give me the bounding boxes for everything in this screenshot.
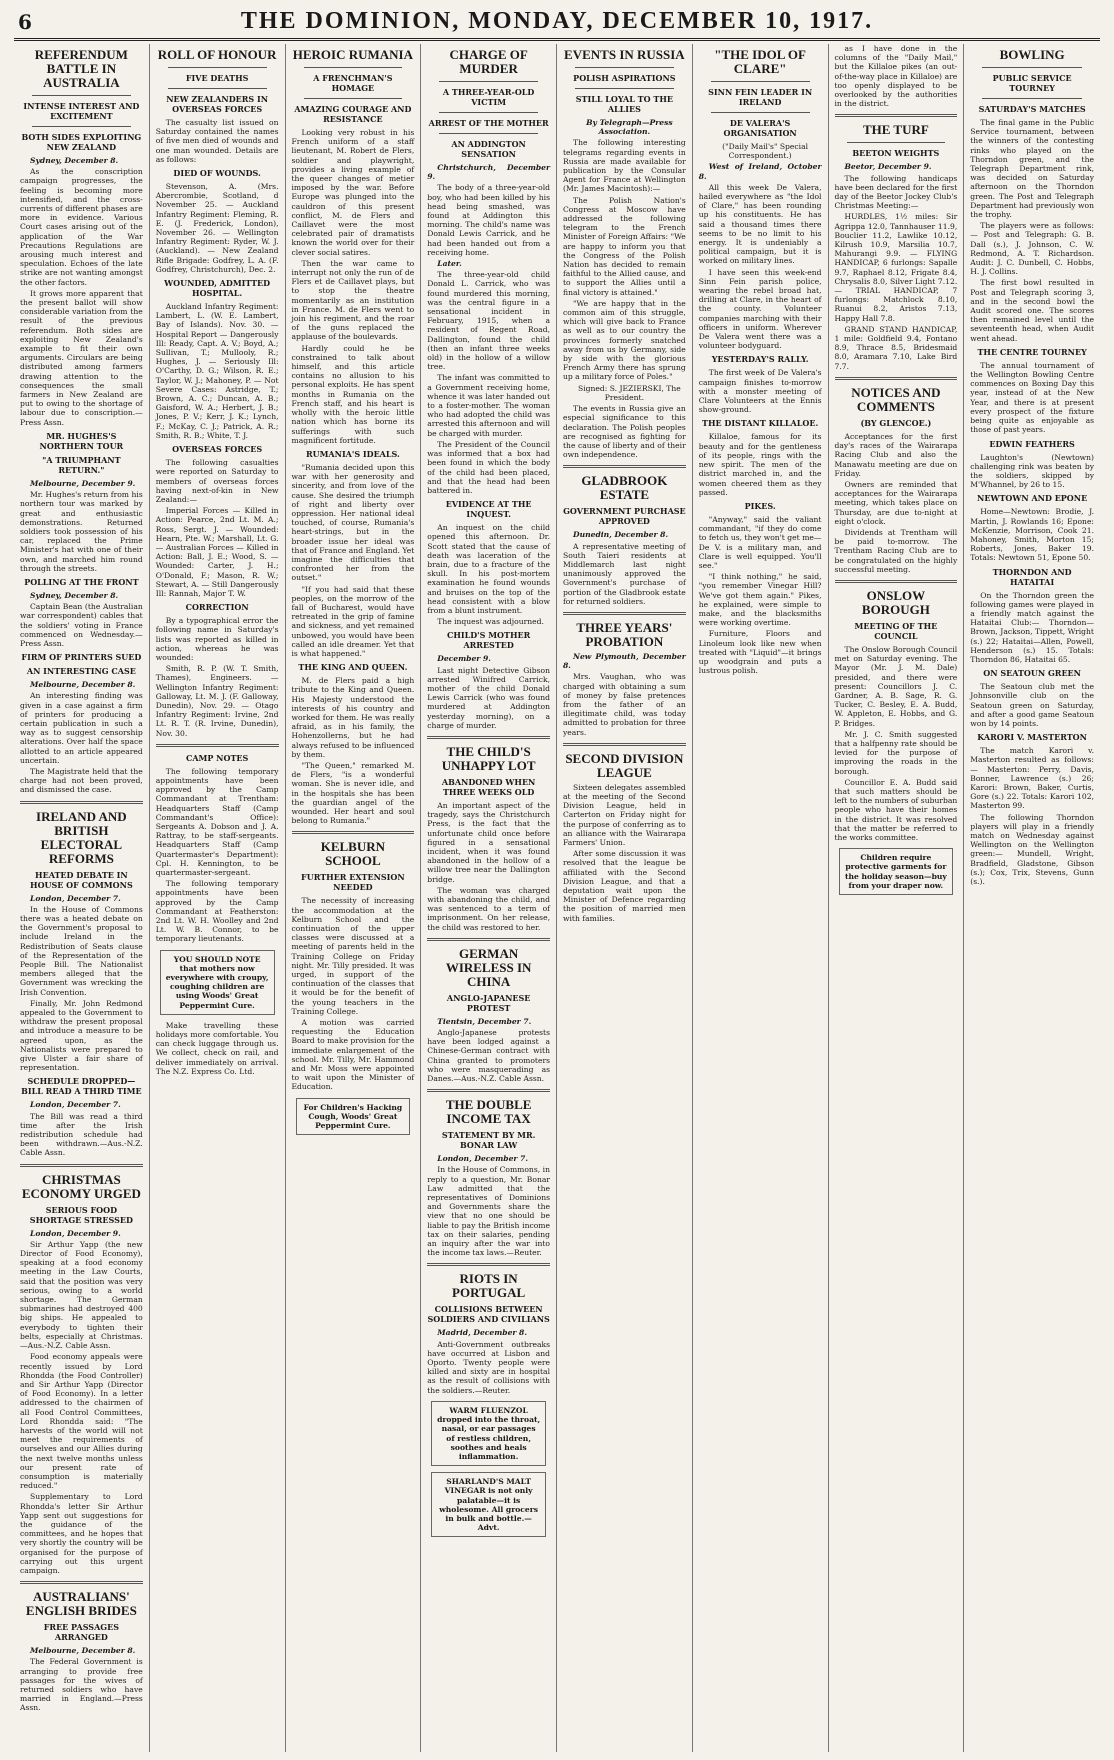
subhead: MR. HUGHES'S NORTHERN TOUR: [39, 430, 124, 451]
divider: [427, 938, 550, 941]
rule: [168, 67, 267, 68]
subhead: SERIOUS FOOD SHORTAGE STRESSED: [29, 1204, 133, 1225]
paragraph: Captain Bean (the Australian war correspondent) cables that the soldiers' voting in France commenced on Wednesday.—Press Assn.: [20, 602, 143, 648]
subhead: MEETING OF THE COUNCIL: [854, 620, 938, 641]
rule: [711, 81, 810, 82]
paragraph: Home—Newtown: Brodie, J. Martin, J. Rowlands 16; Epone: McKenzie, Morrison, Cook 21. Mahoney, Smith, Morton 15; Roberts, Jones, Baker 19. Totals: Newtown 51, Epone 50.: [970, 507, 1094, 563]
paragraph: All this week De Valera, hailed everywhere as "the Idol of Clare," has been rounding up his constituents. He has said a thousand times there seems to be no limit to his energy. It is undeniably a political campaign, but it is worked on military lines.: [698, 182, 822, 266]
rule: [575, 67, 674, 68]
headline-heroic-rumania: HEROIC RUMANIA: [292, 47, 413, 62]
headline-referendum: REFERENDUM BATTLE IN AUSTRALIA: [34, 47, 128, 90]
column-8: [964, 44, 1100, 1752]
dateline: Beetor, December 9.: [844, 162, 932, 172]
paragraph: Mr. Hughes's return from his northern tour was marked by great and enthusiastic demonstrations. Returned soldiers took possession of his car, replaced the Prime Minister's hat with one of their own, and marched him round through the streets.: [20, 490, 143, 573]
divider: [563, 743, 686, 746]
subhead: INTENSE INTEREST AND EXCITEMENT: [23, 101, 140, 121]
paragraph: "Rumania decided upon this war with her generosity and sincerity, and from love of the cause. She desired the triumph of right and liberty over oppression. Her national ideal touched, of course, Rumania's heart-strings, but in the broader issue her ideal was that of France and England. Yet imagine the difficulties that confronted her from the outset.": [291, 462, 415, 583]
subhead: CAMP NOTES: [185, 752, 249, 763]
subhead: BEETON WEIGHTS: [852, 148, 940, 159]
paragraph: Dividends at Trentham will be paid to-morrow. The Trentham Racing Club are to be congratulated on the highly successful meeting.: [834, 527, 958, 574]
dateline: Melbourne, December 8.: [30, 680, 136, 690]
headline-probation: THREE YEARS' PROBATION: [576, 619, 673, 649]
column-7: [829, 44, 965, 1752]
subhead: EVIDENCE AT THE INQUEST.: [445, 499, 532, 520]
subhead: NEWTOWN AND EPONE: [977, 493, 1088, 504]
dateline: Sydney, December 8.: [30, 156, 119, 165]
paragraph: The annual tournament of the Wellington Bowling Centre commences on Boxing Day this year, instead of at the New Year, and there is at present every prospect of the fixture being quite as enjoyable as those of past years.: [970, 360, 1094, 435]
column-1: [14, 44, 150, 1752]
dateline: London, December 7.: [437, 1154, 528, 1164]
handicap-list: GRAND STAND HANDICAP, 1 mile: Goldfield 9.4, Fontano 8.9, Thrace 8.5, Bridesmaid 8.0, Aramara 7.10, Lake Bird 7.7.: [834, 324, 958, 371]
subhead: SCHEDULE DROPPED—BILL READ A THIRD TIME: [21, 1076, 142, 1097]
paragraph: Supplementary to Lord Rhondda's letter Sir Arthur Yapp sent out suggestions for the guidance of the committees, and he hopes that very shortly the country will be organised for the purpose of carrying out this urgent campaign.: [20, 1492, 143, 1575]
paragraph: The Bill was read a third time after the Irish redistribution schedule had been withdrawn.—Aus.-N.Z. Cable Assn.: [20, 1111, 143, 1158]
paragraph: The casualty list issued on Saturday contained the names of five men died of wounds and one man wounded. Details are as follows:: [155, 118, 279, 164]
paragraph: As the conscription campaign progresses, the feeling is becoming more intensified, and the cross-currents of different phases are more in evidence. Various Court cases arising out of the application of the War Precautions Regulations are arousing much interest and speculation. Echoes of the late strike are not wanting amongst the other factors.: [20, 167, 143, 287]
paragraph: Mrs. Vaughan, who was charged with obtaining a sum of money by false pretences from the father of an illegitimate child, was today admitted to probation for three years.: [563, 672, 686, 737]
subhead: SATURDAY'S MATCHES: [978, 104, 1086, 114]
paragraph: "If you had said that these peoples, on the morrow of the fall of Bucharest, would have retreated in the grip of famine and sickness, and yet remained unbowed, you would have been called an idle dreamer. Yet that is what happened.": [291, 584, 415, 658]
paragraph: Finally, Mr. John Redmond appealed to the Government to withdraw the present proposal and introduce a measure to be agreed upon, as the Nationalists were prepared to give Ulster a fair share of representation.: [20, 998, 143, 1073]
headline-idol-of-clare: "THE IDOL OF CLARE": [714, 47, 806, 76]
dateline: Madrid, December 8.: [437, 1328, 527, 1338]
dateline: London, December 7.: [30, 1100, 121, 1110]
dateline: London, December 9.: [30, 1228, 121, 1238]
paragraph: Then the war came to interrupt not only the run of de Flers et de Caillavet plays, but to stop the theatre momentarily as an institution in France. M. de Flers went to join his regiment, and the roar of the guns replaced the applause of the boulevards.: [291, 258, 415, 342]
subhead: AMAZING COURAGE AND RESISTANCE: [294, 104, 412, 124]
paragraph: The Onslow Borough Council met on Saturday evening. The Mayor (Mr. J. M. Dale) presided, and there were present: Councillors J. C. Gardner, A. B. Sage, R. G. Tucker, C. Besley, E. A. Budd, W. Appleton, E. Hobbs, and G. P. Bridges.: [834, 644, 958, 728]
paragraph: A representative meeting of South Taieri residents at Middlemarch last night unanimously approved the Government's purchase of portion of the Gladbrook estate for returned soldiers.: [563, 541, 686, 606]
subhead: THE CENTRE TOURNEY: [977, 346, 1087, 357]
columns: [14, 44, 1100, 1752]
divider: [156, 744, 279, 747]
headline-kelburn-school: KELBURN SCHOOL: [320, 839, 386, 869]
casualty-list: Auckland Infantry Regiment: Lambert, L. (W. E. Lambert, Bay of Islands). Nov. 30. — Hospital Report — Dangerously Ill: Ready, Capt. A. V.; Boyd, A.; Sullivan, T.; Mullooly, R.; Hughes, J. — Seriously Ill: O'Carthy, D. G.; Wilson, R. E.; Taylor, W. J.; Mahoney, P. — Not Severe Cases: Astridge, T.; Brown, A. C.; Duncan, A. B.; Gaisford, W. A.; Herbert, J. B.; Jones, P. V.; Kerr, J. K.; Lynch, F.; McKay, C. J.; Patrick, A. R.; Smith, R. B.; White, T. J.: [155, 302, 279, 440]
paragraph: The Seatoun club met the Johnsonville club on the Seatoun green on Saturday, and after a good game Seatoun won by 14 points.: [970, 682, 1094, 728]
paragraph: The Polish Nation's Congress at Moscow have addressed the following telegram to the French Minister of Foreign Affairs: "We are happy to inform you that the Congress of the Polish Nation has decided to remain faithful to the Allied cause, and to support the Allies until a final victory is attained.": [563, 195, 686, 297]
paragraph: An important aspect of the tragedy, says the Christchurch Press, is the fact that the unfortunate child once before figured in a sensational incident, when it was found abandoned in the hollow of a willow tree near the Dallington bridge.: [427, 800, 550, 884]
divider: [427, 736, 550, 739]
divider: [835, 377, 958, 380]
subhead: A THREE-YEAR-OLD VICTIM: [442, 87, 535, 107]
dateline: London, December 7.: [30, 893, 121, 903]
subhead: ANGLO-JAPANESE PROTEST: [446, 992, 531, 1013]
casualty-list: Stevenson, A. (Mrs. Abercrombie, Scotland, d November 25. — Auckland Infantry Regiment: Fleming, R. E. (J. Frederick, London), November 26. — Wellington Infantry Regiment: Ryder, W. J. (Auckland). — New Zealand Rifle Brigade: Godfrey, L. A. (F. Godfrey, Christchurch), Dec. 2.: [155, 182, 279, 274]
dateline: December 9.: [437, 654, 491, 664]
divider: [20, 1164, 143, 1167]
paragraph: "The Queen," remarked M. de Flers, "is a wonderful woman. She is never idle, and in the hospitals she has been the guardian angel of the wounded. Her heart and soul belong to Rumania.": [291, 761, 415, 826]
subhead: CHILD'S MOTHER ARRESTED: [446, 630, 531, 651]
subhead: COLLISIONS BETWEEN SOLDIERS AND CIVILIANS: [427, 1304, 550, 1325]
paragraph: as I have done in the columns of the "Daily Mail," but the Killaloe pikes (an out-of-the-way place in Killaloe) are too openly displayed to be overlooked by the authorities in the district.: [834, 44, 958, 109]
headline-german-wireless: GERMAN WIRELESS IN CHINA: [445, 945, 532, 989]
dateline: Tientsin, December 7.: [437, 1016, 532, 1026]
headline-notices: NOTICES AND COMMENTS: [851, 384, 941, 414]
subhead: FREE PASSAGES ARRANGED: [43, 1622, 119, 1643]
headline-onslow-borough: ONSLOW BOROUGH: [861, 587, 930, 617]
rule: [982, 98, 1082, 99]
subhead: RUMANIA'S IDEALS.: [305, 448, 400, 459]
rule: [439, 81, 538, 82]
subhead: A FRENCHMAN'S HOMAGE: [313, 73, 393, 93]
headline-second-division: SECOND DIVISION LEAGUE: [565, 750, 684, 780]
column-5: [557, 44, 693, 1752]
headline-the-turf: THE TURF: [862, 122, 929, 138]
subhead: EDWIN FEATHERS: [989, 438, 1075, 449]
headline-ireland: IRELAND AND BRITISH ELECTORAL REFORMS: [36, 808, 127, 866]
subhead: POLISH ASPIRATIONS: [573, 73, 676, 83]
paragraph: I have seen this week-end Sinn Fein parish police, wearing the rebel broad hat, drilling at Clare, in the heart of the county. Volunteer companies marching with their officers in uniform. Wherever De Valera went there was a volunteer bodyguard.: [698, 267, 822, 351]
advertisement: SHARLAND'S MALT VINEGAR is not only palatable—it is wholesome. All grocers in bulk and bottle.—Advt.: [431, 1472, 546, 1537]
paragraph: The following temporary appointments have been approved by the Camp Commandant at Featherston: 2nd Lt. W. H. Woolley and 2nd Lt. W. B. Connor, to be temporary lieutenants.: [155, 879, 279, 944]
paragraph: Furniture, Floors and Linoleum look like new when treated with "Liquid"—it brings up woodgrain and puts a lustrous polish.: [698, 629, 822, 676]
subhead: OVERSEAS FORCES: [172, 444, 263, 455]
paragraph: The first bowl resulted in Post and Telegraph scoring 3, and in the second bowl the Audit scored one. The scores then remained level until the seventeenth head, when Audit went ahead.: [970, 278, 1094, 343]
masthead: [14, 8, 1100, 41]
paragraph: The body of a three-year-old boy, who had been killed by his head being smashed, was found at Addington this morning. The child's name was Donald Lewis Carrick, and he had been handed out from a receiving home.: [427, 183, 550, 257]
subhead: ABANDONED WHEN THREE WEEKS OLD: [441, 776, 536, 797]
dateline: Christchurch, December 9.: [427, 163, 550, 182]
divider: [427, 1263, 550, 1266]
subhead: FURTHER EXTENSION NEEDED: [301, 872, 405, 893]
paragraph: Make travelling these holidays more comfortable. You can check luggage through us. We collect, check on rail, and deliver immediately on arrival. The N.Z. Express Co. Ltd.: [155, 1020, 279, 1076]
subhead: AN INTERESTING CASE: [26, 666, 136, 677]
dateline: West of Ireland, October 8.: [698, 162, 822, 181]
dateline: By Telegraph—Press Association.: [586, 118, 673, 137]
paragraph: By a typographical error the following name in Saturday's lists was reported as killed in action, whereas he was wounded:: [155, 616, 279, 662]
paragraph: "We are happy that in the common aim of this struggle, which will give back to France as well as to our country the provinces formerly snatched away from us by Germany, side by side with the glorious French Army there has sprung up a military force of Poles.": [563, 298, 686, 382]
headline-gladbrook: GLADBROOK ESTATE: [581, 473, 668, 503]
subhead: AN ADDINGTON SENSATION: [451, 139, 526, 159]
subhead: YESTERDAY'S RALLY.: [711, 354, 809, 365]
headline-charge-of-murder: CHARGE OF MURDER: [449, 47, 528, 76]
headline-childs-lot: THE CHILD'S UNHAPPY LOT: [441, 743, 536, 773]
page-number: 6: [18, 10, 32, 34]
column-4: [421, 44, 557, 1752]
casualty-list: Smith, R. P. (W. T. Smith, Thames), Engineers. — Wellington Infantry Regiment: Galloway, Lt. M. J. (F. Galloway, Dunedin), Nov. 29. — Otago Infantry Regiment: Irvine, 2nd Lt. R. T. (R. Irvine, Dunedin), Nov. 30.: [155, 664, 279, 738]
subhead: STATEMENT BY MR. BONAR LAW: [441, 1130, 536, 1151]
paragraph: A motion was carried requesting the Education Board to make provision for the immediate enlargement of the school. Mr. Tilly, Mr. Hammond and Mr. Moss were appointed to wait upon the Minister of Education.: [291, 1018, 415, 1092]
rule: [304, 98, 403, 99]
headline-events-russia: EVENTS IN RUSSIA: [564, 47, 685, 62]
rule: [439, 133, 538, 134]
paragraph: An interesting finding was given in a case against a firm of printers for producing a certain publication in such a way as to suggest censorship alterations. Over half the space allotted to an article appeared uncertain.: [20, 691, 143, 765]
divider: [563, 612, 686, 615]
paragraph: Laughton's (Newtown) challenging rink was beaten by the soldiers, skipped by M'Whannel, by 26 to 15.: [970, 452, 1094, 490]
subhead: CORRECTION: [185, 602, 249, 613]
paragraph: It grows more apparent that the present ballot will show considerable variation from the result of the previous referendum. Both sides are exploiting New Zealand's example to fit their own arguments. Circulars are being distributed among farmers drawing attention to the consequences the small farmers in New Zealand are put to owing to the shortage of labour due to conscription.—Press Assn.: [20, 288, 143, 427]
advertisement: Children require protective garments for the holiday season—buy from your draper now.: [839, 848, 954, 895]
headline-riots-portugal: RIOTS IN PORTUGAL: [452, 1271, 526, 1301]
paragraph: Owners are reminded that acceptances for the Wairarapa meeting, which takes place on Thursday, are due to-night at eight o'clock.: [834, 479, 958, 526]
paragraph: The final game in the Public Service tournament, between the winners of the contesting rinks who played on the Thorndon green, and the Telegraph Department rink, was decided on Saturday afternoon on the Thorndon green. The Post and Telegraph Department had previously won the trophy.: [970, 118, 1094, 220]
paragraph: The inquest was adjourned.: [437, 617, 544, 627]
rule: [304, 67, 403, 68]
divider: [427, 1089, 550, 1092]
handicap-list: HURDLES, 1½ miles: Sir Agrippa 12.0, Tannhauser 11.9, Bouclier 11.2, Lawlike 10.12, Kilrush 10.9, Marsilia 10.7, Mahurangi 9.9. — FLYING HANDICAP, 6 furlongs: Sapalle 9.7, Raphael 8.12, Frigate 8.4, Chrysalis 8.0, Silver Light 7.12. — TRIAL HANDICAP, 7 furlongs: Matchlock 8.10, Ruanui 8.2, Aristos 7.13, Happy Hall 7.8.: [834, 212, 958, 323]
subhead: PIKES.: [744, 500, 776, 511]
paragraph: After some discussion it was resolved that the league be affiliated with the Second Division League, and that a deputation wait upon the Minister of Defence regarding the position of married men with families.: [563, 849, 686, 923]
paragraph: In the House of Commons there was a heated debate on the Government's proposal to include Ireland in the Redistribution of Seats clause of the Representation of the People Bill. The Nationalist members alleged that the Government was wrecking the Irish Convention.: [20, 904, 143, 997]
subhead: DIED OF WOUNDS.: [173, 168, 261, 179]
headline-christmas-economy: CHRISTMAS ECONOMY URGED: [21, 1171, 141, 1201]
byline: ("Daily Mail's" Special Correspondent.): [722, 142, 809, 161]
rule: [168, 88, 267, 89]
subhead: PUBLIC SERVICE TOURNEY: [992, 73, 1072, 93]
subhead: STILL LOYAL TO THE ALLIES: [575, 94, 673, 114]
dateline: Later.: [437, 259, 462, 269]
signature: Signed: S. JEZIERSKI, The President.: [578, 383, 681, 402]
paragraph: Mr. J. C. Smith suggested that a halfpenny rate should be levied for the purpose of improving the roads in the borough.: [834, 729, 958, 776]
paragraph: Hardly could he be constrained to talk about himself, and this article contains no allusion to his personal exploits. He has spent months in Rumania on the French staff, and his heart is wholly with the heroic little nation which has borne its sufferings with such magnificent fortitude.: [291, 343, 415, 445]
advertisement: For Children's Hacking Cough, Woods' Great Peppermint Cure.: [296, 1098, 411, 1136]
dateline: New Plymouth, December 8.: [563, 651, 686, 671]
divider: [835, 580, 958, 583]
paragraph: The match Karori v. Masterton resulted as follows:— Masterton: Perry, Davis, Bonner, Lawrence (s.) 26; Karori: Brown, Baker, Curtis, Gore (s.) 22. Totals: Karori 102, Masterton 99.: [970, 746, 1094, 811]
advertisement: YOU SHOULD NOTE that mothers now everywhere with croupy, coughing children are using Woods' Great Peppermint Cure.: [160, 950, 275, 1015]
rule: [439, 112, 538, 113]
dateline: Melbourne, December 8.: [30, 1646, 136, 1656]
paragraph: Sir Arthur Yapp (the new Director of Food Economy), speaking at a food economy meeting in the Law Courts, said that the position was very serious, owing to a world shortage. The German submarines had destroyed 400 big ships. He appealed to everybody to tighten their belts, especially at Christmas.—Aus.-N.Z. Cable Assn.: [20, 1239, 143, 1351]
rule: [32, 126, 131, 127]
paragraph: Killaloe, famous for its beauty and for the gentleness of its people, rings with the new spirit. The men of the district marched in, and the women cheered them as they passed.: [698, 432, 822, 497]
subhead: "A TRIUMPHANT RETURN.": [42, 454, 121, 475]
paragraph: "I think nothing," he said, "you remember Vinegar Hill? We've got them again." Pikes, he explained, were simple to make, and the blacksmiths were working overtime.: [698, 572, 822, 628]
headline-brides: AUSTRALIANS' ENGLISH BRIDES: [25, 1589, 137, 1619]
paragraph: The following casualties were reported on Saturday to members of overseas forces having next-of-kin in New Zealand:—: [155, 458, 279, 504]
paragraph: Anti-Government outbreaks have occurred at Lisbon and Oporto. Twenty people were killed and sixty are in hospital as the result of collisions with the soldiers.—Reuter.: [427, 1339, 550, 1395]
divider: [563, 465, 686, 468]
paragraph: "Anyway," said the valiant commandant, "if they do come to fetch us, they won't get me—De V. is a military man, and Clare is well equipped. You'll see.": [698, 514, 822, 570]
headline-income-tax: THE DOUBLE INCOME TAX: [445, 1097, 532, 1127]
column-3: [286, 44, 422, 1752]
rule: [847, 142, 946, 143]
paragraph: Acceptances for the first day's races of the Wairarapa Racing Club and also the Manawatu meeting are due on Friday.: [834, 431, 958, 478]
paragraph: The following interesting telegrams regarding events in Russia are made available for publication by the Consular Agent for France at Wellington (Mr. James Macintosh):—: [563, 138, 686, 194]
subhead: NEW ZEALANDERS IN OVERSEAS FORCES: [166, 94, 269, 114]
paragraph: The players were as follows:— Post and Telegraph: G. B. Dall (s.), J. Johnson, C. W. Redmond, A. T. Richardson. Audit: J. C. Dunbell, C. Hobbs, H. J. Collins.: [970, 221, 1094, 277]
paragraph: The President of the Council was informed that a box had been found in which the body of the child had been placed, and that the head had been battered in.: [427, 439, 550, 495]
paragraph: On the Thorndon green the following games were played in a friendly match against the Hataitai Club:— Thorndon—Brown, Jackson, Tippett, Wright (s.) 22; Hataitai—Allen, Powell, Henderson (s.) 15. Totals: Thorndon 86, Hataitai 65.: [970, 590, 1094, 664]
subhead: THE KING AND QUEEN.: [298, 662, 408, 673]
subhead: DE VALERA'S ORGANISATION: [723, 118, 797, 138]
paragraph: Food economy appeals were recently issued by Lord Rhondda (the Food Controller) and Sir Arthur Yapp (Director of Food Economy). In a letter addressed to the chairmen of all Food Control Committees, Lord Rhondda said: "The harvests of the world will not meet the requirements of ourselves and our Allies during the next twelve months unless our present rate of consumption is materially reduced.": [20, 1352, 143, 1491]
paragraph: An inquest on the child opened this afternoon. Dr. Scott stated that the cause of death was laceration of the brain, due to a fracture of the skull. In his post-mortem examination he found wounds and bruises on the top of the head consistent with a blow from a blunt instrument.: [427, 523, 550, 615]
paragraph: In the House of Commons, in reply to a question, Mr. Bonar Law admitted that the representatives of Dominions and Governments share the view that no one should be liable to pay the British income tax on their salaries, pending an inquiry after the war into the income tax laws.—Reuter.: [427, 1165, 550, 1258]
paragraph: The following temporary appointments have been approved by the Camp Commandant at Trentham: Headquarters Staff (Camp Commandant's Office): Sergeants A. Dobson and J. A. Rattray, to be staff-sergeants. Headquarters Staff (Camp Quartermaster's Department): Cpl. H. Kennington, to be quartermaster-sergeant.: [155, 766, 279, 878]
paragraph: The following handicaps have been declared for the first day of the Beetor Jockey Club's Christmas Meeting:—: [834, 173, 958, 211]
paragraph: The woman was charged with abandoning the child, and was sentenced to a term of imprisonment. On her release, the child was restored to her.: [427, 885, 550, 932]
paragraph: The following Thorndon players will play in a friendly match on Wednesday against Wellington on the Wellington green:— Mundell, Wright, Bradfield, Gladstone, Gibson (s.); Cox, Trix, Stevens, Gunn (s.).: [970, 812, 1094, 887]
subhead: POLLING AT THE FRONT: [24, 576, 139, 587]
divider: [20, 801, 143, 804]
paragraph: The three-year-old child Donald L. Carrick, who was found murdered this morning, was the central figure in a sensational incident in February, 1915, when a resident of Regent Road, Dallington, found the child (then an infant three weeks old) in the hollow of a willow tree.: [427, 270, 550, 372]
subhead: KARORI V. MASTERTON: [977, 732, 1087, 743]
paragraph: Councillor E. A. Budd said that such matters should be left to the numbers of suburban people who have their homes in the district. It was resolved that the matter be referred to the works committee.: [834, 777, 958, 842]
headline-roll-of-honour: ROLL OF HONOUR: [157, 47, 277, 62]
headline-bowling: BOWLING: [999, 47, 1065, 62]
subhead: THORNDON AND HATAITAI: [992, 566, 1072, 587]
rule: [711, 112, 810, 113]
paragraph: Anglo-Japanese protests have been lodged against a Chinese-German contract with China granted to promoters who were masquerading as Danes.—Aus.-N.Z. Cable Assn.: [427, 1028, 550, 1084]
newspaper-title: THE DOMINION, MONDAY, DECEMBER 10, 1917.: [240, 8, 874, 34]
divider: [292, 831, 415, 834]
dateline: Melbourne, December 9.: [30, 478, 136, 488]
paragraph: The first week of De Valera's campaign finishes to-morrow with a monster meeting of Clare Volunteers at the Ennis show-ground.: [698, 368, 822, 415]
casualty-list: Imperial Forces — Killed in Action: Pearce, 2nd Lt. M. A.; Ross, Sergt. J. — Wounded: Hearn, Pte. W.; Marshall, Lt. G. — Australian Forces — Killed in Action: Ball, J. E.; Wood, S. — Wounded: Carter, J. H.; O'Donald, F.; Mason, R. W.; Stewart, A. — Still Dangerously Ill: Rannah, Major T. W.: [155, 506, 279, 598]
paragraph: The Federal Government is arranging to provide free passages for the wives of returned soldiers who have married in England.—Press Assn.: [20, 1657, 143, 1713]
column-2: [150, 44, 286, 1752]
subhead: THE DISTANT KILLALOE.: [701, 418, 819, 429]
rule: [575, 88, 674, 89]
paragraph: Last night Detective Gibson arrested Winifred Carrick, mother of the child Donald Lewis Carrick (who was found murdered at Addington yesterday morning), on a charge of murder.: [427, 665, 550, 730]
dateline: Sydney, December 8.: [30, 590, 119, 600]
subhead: HEATED DEBATE IN HOUSE OF COMMONS: [30, 869, 133, 890]
paragraph: The Magistrate held that the charge had not been proved, and dismissed the case.: [20, 766, 143, 795]
subhead: BOTH SIDES EXPLOITING NEW ZEALAND: [21, 132, 142, 152]
divider: [835, 114, 958, 117]
subhead: WOUNDED, ADMITTED HOSPITAL.: [164, 278, 271, 299]
subhead: ON SEATOUN GREEN: [983, 668, 1081, 679]
paragraph: Sixteen delegates assembled at the meeting of the Second Division League, held in Carterton on Friday night for the purpose of conferring as to an alliance with the Wairarapa Farmers' Union.: [563, 782, 686, 847]
subhead: (BY GLENCOE.): [860, 417, 932, 428]
rule: [982, 67, 1082, 68]
paragraph: The necessity of increasing the accommodation at the Kelburn School and the continuation of the upper classes were discussed at a meeting of parents held in the Training College on Friday night. Mr. Tilly presided. It was urged, in support of the continuation of the classes that it would be for the benefit of the young teachers in the Training College.: [291, 896, 415, 1016]
paragraph: M. de Flers paid a high tribute to the King and Queen. His Majesty understood the interests of his country and worked for them. He was really afraid, as in his family, the Hohenzollerns, but he had always refused to be influenced by them.: [291, 676, 415, 759]
subhead: ARREST OF THE MOTHER: [428, 118, 549, 128]
advertisement: WARM FLUENZOL dropped into the throat, nasal, or ear passages of restless children, soothes and heals inflammation.: [431, 1401, 546, 1466]
subhead: FIVE DEATHS: [185, 73, 249, 83]
paragraph: Looking very robust in his French uniform of a staff lieutenant, M. Robert de Flers, soldier and playwright, provides a living example of the queer changes of metier imposed by the war. Before Europe was plunged into the cauldron of this present conflict, M. de Flers and Caillavet were the most celebrated pair of dramatists known the world over for their clever social satires.: [291, 128, 415, 257]
paragraph: The events in Russia give an especial significance to this declaration. The Polish peoples are recognised as fighting for the cause of liberty and of their own independence.: [563, 404, 686, 460]
subhead: GOVERNMENT PURCHASE APPROVED: [563, 506, 686, 527]
subhead: SINN FEIN LEADER IN IRELAND: [708, 87, 813, 107]
paragraph: The infant was committed to a Government receiving home, whence it was later handed out to a foster-mother. The woman who had adopted the child was arrested this afternoon and will be charged with murder.: [427, 373, 550, 438]
column-6: [693, 44, 829, 1752]
subhead: FIRM OF PRINTERS SUED: [21, 652, 142, 663]
rule: [32, 95, 131, 96]
dateline: Dunedin, December 8.: [573, 530, 669, 540]
divider: [20, 1581, 143, 1584]
